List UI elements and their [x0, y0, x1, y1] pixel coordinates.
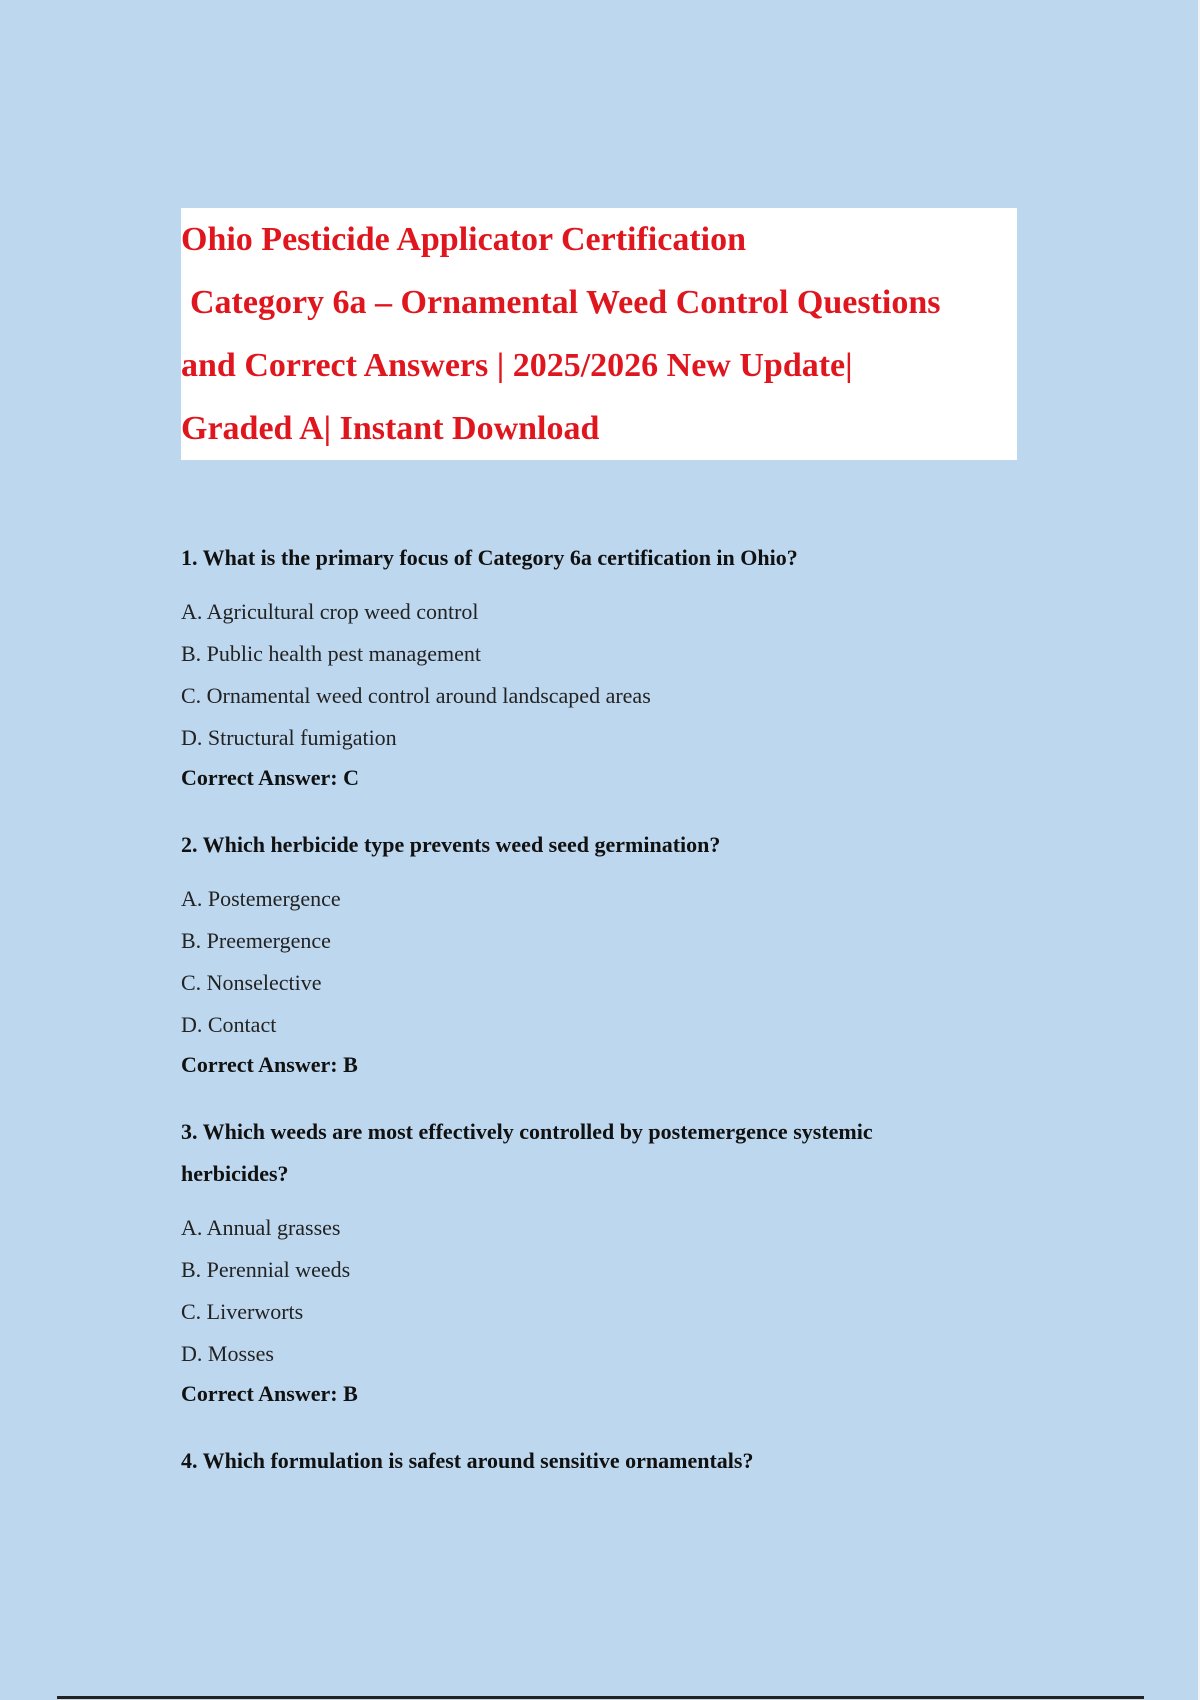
- correct-answer-3: Correct Answer: B: [181, 1381, 358, 1406]
- document-title-box: [181, 208, 1017, 460]
- correct-answer-1: Correct Answer: C: [181, 765, 359, 790]
- option-2d: D. Contact: [181, 1012, 277, 1037]
- question-block-2: [181, 824, 1021, 1084]
- question-block-3: [181, 1111, 1021, 1413]
- title-line-3: and Correct Answers | 2025/2026 New Update|: [181, 347, 853, 384]
- question-1: 1. What is the primary focus of Category 6a certification in Ohio?: [181, 545, 798, 570]
- option-1b: B. Public health pest management: [181, 641, 481, 666]
- option-3a: A. Annual grasses: [181, 1215, 341, 1240]
- question-3-line-1: 3. Which weeds are most effectively controlled by postemergence systemic: [181, 1119, 873, 1144]
- correct-answer-2: Correct Answer: B: [181, 1052, 358, 1077]
- options-list-1: [181, 591, 1021, 759]
- question-block-4: [181, 1440, 1021, 1482]
- page-bottom-rule: [57, 1696, 1144, 1699]
- document-page: [181, 208, 1021, 1482]
- title-line-2: Category 6a – Ornamental Weed Control Questions: [190, 284, 941, 321]
- options-list-3: [181, 1207, 1021, 1375]
- option-1c: C. Ornamental weed control around landscaped areas: [181, 683, 651, 708]
- option-3c: C. Liverworts: [181, 1299, 304, 1324]
- question-block-1: [181, 537, 1021, 797]
- option-3b: B. Perennial weeds: [181, 1257, 351, 1282]
- option-2c: C. Nonselective: [181, 970, 322, 995]
- options-list-2: [181, 878, 1021, 1046]
- option-3d: D. Mosses: [181, 1341, 274, 1366]
- option-1a: A. Agricultural crop weed control: [181, 599, 479, 624]
- question-4: 4. Which formulation is safest around sensitive ornamentals?: [181, 1448, 754, 1473]
- title-line-1: Ohio Pesticide Applicator Certification: [181, 221, 747, 258]
- option-2a: A. Postemergence: [181, 886, 341, 911]
- option-2b: B. Preemergence: [181, 928, 331, 953]
- option-1d: D. Structural fumigation: [181, 725, 397, 750]
- question-2: 2. Which herbicide type prevents weed seed germination?: [181, 832, 721, 857]
- title-line-4: Graded A| Instant Download: [181, 410, 600, 447]
- question-3-line-2: herbicides?: [181, 1161, 289, 1186]
